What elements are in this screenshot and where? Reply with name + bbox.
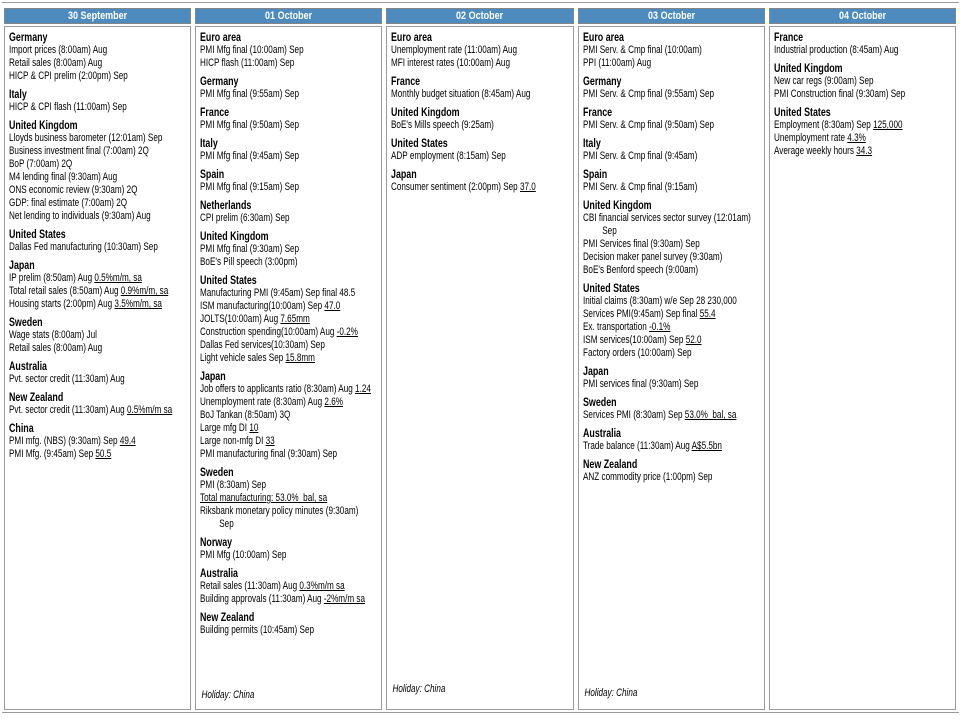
event-line	[391, 44, 572, 57]
event-value-underlined: 10	[249, 422, 259, 434]
country-heading: Netherlands	[200, 198, 252, 212]
event-line	[9, 210, 190, 223]
event-value-underlined: 2.6%	[324, 396, 344, 408]
event-text: PMI mfg. (NBS) (9:30am) Sep	[9, 435, 120, 447]
event-line	[200, 44, 381, 57]
event-line	[583, 308, 764, 321]
event-text: Building approvals (11:30am) Aug	[200, 593, 325, 605]
country-heading: United States	[582, 281, 640, 295]
event-text: Total retail sales (8:50am) Aug	[9, 285, 121, 297]
country-heading: France	[200, 105, 230, 119]
country-heading: Japan	[391, 167, 418, 181]
event-line	[583, 334, 764, 347]
event-line	[200, 181, 381, 194]
event-line	[200, 422, 381, 435]
bottom-rule	[2, 712, 959, 713]
day-cell-content	[200, 31, 381, 709]
event-value-underlined: Total manufacturing: 53.0% bal, sa	[200, 492, 328, 504]
event-line	[583, 119, 764, 132]
event-text: Dallas Fed services(10:30am) Sep	[200, 339, 326, 351]
event-line	[774, 119, 955, 132]
event-value-underlined: 0.5%m/m sa	[126, 404, 173, 416]
event-text: M4 lending final (9:30am) Aug	[9, 171, 118, 183]
day-cell	[769, 26, 956, 710]
event-text: Light vehicle sales Sep	[200, 352, 286, 364]
country-heading: New Zealand	[9, 390, 64, 404]
event-line	[583, 347, 764, 360]
event-text: Manufacturing PMI (9:45am) Sep final 48.5	[200, 287, 356, 299]
event-value-underlined: 1.24	[355, 383, 372, 395]
event-text: HICP flash (11:00am) Sep	[200, 57, 295, 69]
event-line	[583, 88, 764, 101]
event-text: Monthly budget situation (8:45am) Aug	[391, 88, 531, 100]
event-line	[200, 119, 381, 132]
event-text: ONS economic review (9:30am) 2Q	[9, 184, 138, 196]
event-line	[583, 321, 764, 334]
event-text: HICP & CPI flash (11:00am) Sep	[9, 101, 127, 113]
event-text: Net lending to individuals (9:30am) Aug	[9, 210, 151, 222]
event-text: PMI (8:30am) Sep	[200, 479, 267, 491]
country-heading: France	[582, 105, 612, 119]
event-text: Factory orders (10:00am) Sep	[582, 347, 692, 359]
event-value-underlined: 0.5%m/m, sa	[94, 272, 142, 284]
event-text: BoP (7:00am) 2Q	[9, 158, 73, 170]
event-text: Ex. transportation	[582, 321, 649, 333]
event-line	[200, 624, 381, 637]
event-text: PMI Mfg. (9:45am) Sep	[9, 448, 96, 460]
country-heading: Sweden	[200, 465, 234, 479]
event-text: Dallas Fed manufacturing (10:30am) Sep	[9, 241, 158, 253]
day-cell-content	[583, 31, 764, 709]
event-text: Business investment final (7:00am) 2Q	[9, 145, 149, 157]
event-text: Services PMI(9:45am) Sep final	[582, 308, 700, 320]
event-line	[9, 70, 190, 83]
event-value-underlined: 4.3%	[847, 132, 866, 144]
event-line	[200, 518, 381, 531]
event-text: PMI manufacturing final (9:30am) Sep	[200, 448, 338, 460]
event-text: PMI services final (9:30am) Sep	[582, 378, 698, 390]
country-heading: New Zealand	[200, 610, 255, 624]
event-text: Trade balance (11:30am) Aug	[582, 440, 692, 452]
day-cell	[578, 26, 765, 710]
event-text: Housing starts (2:00pm) Aug	[9, 298, 115, 310]
country-heading: Australia	[9, 359, 48, 373]
country-heading: France	[773, 30, 803, 44]
country-heading: United Kingdom	[582, 198, 652, 212]
event-line	[9, 342, 190, 355]
date-label: 01 October	[265, 10, 313, 22]
event-text: ISM services(10:00am) Sep	[582, 334, 686, 346]
event-line	[200, 383, 381, 396]
column-header	[195, 8, 382, 24]
event-value-underlined: 53.0% bal, sa	[684, 409, 736, 421]
event-line	[200, 580, 381, 593]
event-value-underlined: A$5.5bn	[691, 440, 722, 452]
event-value-underlined: 52.0	[685, 334, 702, 346]
event-value-underlined: 34.3	[856, 145, 872, 157]
event-line	[200, 287, 381, 300]
event-line	[774, 132, 955, 145]
event-line	[9, 435, 190, 448]
holiday-note: Holiday: China	[201, 689, 255, 701]
event-text: PMI Mfg final (9:45am) Sep	[200, 150, 300, 162]
event-line	[391, 181, 572, 194]
event-line	[200, 212, 381, 225]
day-cell-content	[391, 31, 572, 709]
country-heading: United Kingdom	[391, 105, 460, 119]
event-text: Large mfg DI	[200, 422, 250, 434]
event-line	[200, 593, 381, 606]
day-cell-content	[9, 31, 190, 709]
calendar-column	[769, 8, 956, 710]
country-heading: Australia	[200, 566, 239, 580]
event-text: ADP employment (8:15am) Sep	[391, 150, 507, 162]
event-line	[774, 75, 955, 88]
country-heading: Japan	[9, 258, 35, 272]
event-text: IP prelim (8:50am) Aug	[9, 272, 95, 284]
event-text: Lloyds business barometer (12:01am) Sep	[9, 132, 163, 144]
day-cell	[195, 26, 382, 710]
event-text: PMI Serv. & Cmp final (9:50am) Sep	[582, 119, 714, 131]
calendar-column	[386, 8, 573, 710]
event-text: PMI Construction final (9:30am) Sep	[773, 88, 906, 100]
event-value-underlined: 125,000	[872, 119, 903, 131]
event-text: PMI Mfg final (9:30am) Sep	[200, 243, 300, 255]
country-heading: Spain	[200, 167, 225, 181]
event-line	[200, 313, 381, 326]
event-text: Average weekly hours	[773, 145, 857, 157]
event-value-underlined: 3.5%m/m, sa	[114, 298, 162, 310]
event-line	[774, 145, 955, 158]
event-text: ISM manufacturing(10:00am) Sep	[200, 300, 325, 312]
event-line	[200, 435, 381, 448]
event-text: PMI Mfg (10:00am) Sep	[200, 549, 287, 561]
event-line	[583, 295, 764, 308]
event-line	[9, 132, 190, 145]
country-heading: Euro area	[391, 30, 433, 44]
event-line	[583, 440, 764, 453]
event-line	[9, 184, 190, 197]
event-text: Job offers to applicants ratio (8:30am) Aug	[200, 383, 356, 395]
event-text: BoE's Benford speech (9:00am)	[582, 264, 698, 276]
column-header	[578, 8, 765, 24]
event-line	[391, 150, 572, 163]
event-text: PMI Mfg final (10:00am) Sep	[200, 44, 304, 56]
event-line	[9, 158, 190, 171]
event-text: Initial claims (8:30am) w/e Sep 28 230,000	[582, 295, 737, 307]
event-line	[200, 396, 381, 409]
event-text: PMI Mfg final (9:15am) Sep	[200, 181, 300, 193]
country-heading: Spain	[582, 167, 607, 181]
event-text: Unemployment rate	[773, 132, 848, 144]
event-line	[200, 57, 381, 70]
event-value-underlined: 33	[265, 435, 275, 447]
event-value-underlined: 47.0	[324, 300, 341, 312]
event-line	[9, 404, 190, 417]
event-text: Riksbank monetary policy minutes (9:30am)	[200, 505, 359, 517]
event-text: PMI Serv. & Cmp final (9:55am) Sep	[582, 88, 714, 100]
date-label: 02 October	[456, 10, 504, 22]
event-line	[391, 88, 572, 101]
holiday-note: Holiday: China	[584, 687, 638, 699]
country-heading: Norway	[200, 535, 233, 549]
event-value-underlined: 7.65mm	[280, 313, 311, 325]
event-value-underlined: -0.1%	[648, 321, 670, 333]
event-text: Sep	[601, 225, 617, 237]
event-text: BoJ Tankan (8:50am) 3Q	[200, 409, 291, 421]
event-line	[583, 181, 764, 194]
event-line	[200, 150, 381, 163]
event-text: Sep	[219, 518, 234, 530]
country-heading: United States	[9, 227, 66, 241]
country-heading: Italy	[582, 136, 601, 150]
country-heading: United States	[391, 136, 449, 150]
country-heading: Germany	[200, 74, 239, 88]
country-heading: New Zealand	[582, 457, 637, 471]
top-rule	[2, 2, 959, 3]
event-text: MFI interest rates (10:00am) Aug	[391, 57, 511, 69]
date-label: 30 September	[68, 10, 128, 22]
event-text: Pvt. sector credit (11:30am) Aug	[9, 373, 125, 385]
event-line	[9, 145, 190, 158]
event-line	[583, 409, 764, 422]
event-value-underlined: 50.5	[95, 448, 112, 460]
event-line	[9, 241, 190, 254]
event-line	[200, 448, 381, 461]
calendar-column	[195, 8, 382, 710]
event-text: BoE's Mills speech (9:25am)	[391, 119, 495, 131]
event-text: PMI Serv. & Cmp final (10:00am)	[582, 44, 702, 56]
day-cell	[4, 26, 191, 710]
event-line	[9, 285, 190, 298]
event-text: Pvt. sector credit (11:30am) Aug	[9, 404, 127, 416]
event-line	[774, 88, 955, 101]
event-line	[583, 238, 764, 251]
event-line	[583, 264, 764, 277]
country-heading: Germany	[9, 30, 48, 44]
country-heading: United Kingdom	[773, 61, 843, 75]
country-heading: United Kingdom	[9, 118, 78, 132]
event-line	[200, 549, 381, 562]
event-line	[9, 329, 190, 342]
event-text: ANZ commodity price (1:00pm) Sep	[582, 471, 712, 483]
event-line	[583, 471, 764, 484]
event-line	[9, 448, 190, 461]
event-text: Unemployment rate (11:00am) Aug	[391, 44, 518, 56]
event-text: New car regs (9:00am) Sep	[773, 75, 874, 87]
country-heading: Sweden	[582, 395, 617, 409]
event-text: Services PMI (8:30am) Sep	[582, 409, 685, 421]
event-text: PMI Services final (9:30am) Sep	[582, 238, 700, 250]
event-line	[583, 57, 764, 70]
country-heading: Italy	[200, 136, 218, 150]
calendar-columns	[4, 8, 956, 710]
event-line	[200, 505, 381, 518]
country-heading: United States	[773, 105, 831, 119]
event-line	[200, 300, 381, 313]
event-line	[583, 150, 764, 163]
event-line	[583, 225, 764, 238]
event-text: Retail sales (8:00am) Aug	[9, 342, 103, 354]
event-value-underlined: 55.4	[699, 308, 716, 320]
event-line	[200, 479, 381, 492]
country-heading: United Kingdom	[200, 229, 269, 243]
event-text: Retail sales (8:00am) Aug	[9, 57, 103, 69]
event-line	[200, 256, 381, 269]
event-text: Wage stats (8:00am) Jul	[9, 329, 97, 341]
event-text: Consumer sentiment (2:00pm) Sep	[391, 181, 521, 193]
event-value-underlined: 49.4	[119, 435, 136, 447]
country-heading: Australia	[582, 426, 621, 440]
event-line	[200, 326, 381, 339]
event-line	[9, 171, 190, 184]
country-heading: China	[9, 421, 34, 435]
event-text: PPI (11:00am) Aug	[582, 57, 651, 69]
event-text: Employment (8:30am) Sep	[773, 119, 873, 131]
event-line	[583, 251, 764, 264]
event-line	[200, 243, 381, 256]
event-line	[9, 101, 190, 114]
event-line	[583, 44, 764, 57]
day-cell-content	[774, 31, 955, 709]
event-value-underlined: 0.9%m/m, sa	[120, 285, 169, 297]
event-line	[9, 272, 190, 285]
calendar-column	[578, 8, 765, 710]
event-text: PMI Serv. & Cmp final (9:15am)	[582, 181, 697, 193]
event-line	[200, 492, 381, 505]
event-text: GDP: final estimate (7:00am) 2Q	[9, 197, 128, 209]
event-text: CPI prelim (6:30am) Sep	[200, 212, 290, 224]
event-text: PMI Serv. & Cmp final (9:45am)	[582, 150, 697, 162]
event-text: Building permits (10:45am) Sep	[200, 624, 315, 636]
event-line	[200, 352, 381, 365]
event-line	[583, 378, 764, 391]
event-line	[583, 212, 764, 225]
event-value-underlined: 0.3%m/m sa	[299, 580, 345, 592]
country-heading: Sweden	[9, 315, 43, 329]
country-heading: United States	[200, 273, 257, 287]
event-value-underlined: -2%m/m sa	[324, 593, 366, 605]
country-heading: Euro area	[582, 30, 624, 44]
event-line	[9, 44, 190, 57]
country-heading: Japan	[200, 369, 226, 383]
event-text: PMI Mfg final (9:55am) Sep	[200, 88, 300, 100]
event-text: HICP & CPI prelim (2:00pm) Sep	[9, 70, 128, 82]
event-line	[9, 373, 190, 386]
column-header	[769, 8, 956, 24]
event-value-underlined: 15.8mm	[285, 352, 316, 364]
event-text: BoE's Pill speech (3:00pm)	[200, 256, 298, 268]
event-line	[200, 339, 381, 352]
event-text: CBI financial services sector survey (12:01am)	[582, 212, 751, 224]
day-cell	[386, 26, 573, 710]
event-line	[9, 197, 190, 210]
country-heading: France	[391, 74, 421, 88]
calendar-column	[4, 8, 191, 710]
event-text: Industrial production (8:45am) Aug	[773, 44, 899, 56]
country-heading: Euro area	[200, 30, 242, 44]
event-line	[9, 57, 190, 70]
event-text: PMI Mfg final (9:50am) Sep	[200, 119, 300, 131]
date-label: 03 October	[647, 10, 695, 22]
event-text: Unemployment rate (8:30am) Aug	[200, 396, 325, 408]
event-line	[200, 88, 381, 101]
event-text: Construction spending(10:00am) Aug	[200, 326, 337, 338]
event-value-underlined: 37.0	[520, 181, 537, 193]
country-heading: Italy	[9, 87, 27, 101]
event-line	[200, 409, 381, 422]
event-line	[391, 119, 572, 132]
event-line	[9, 298, 190, 311]
event-text: Import prices (8:00am) Aug	[9, 44, 108, 56]
event-line	[391, 57, 572, 70]
event-text: Decision maker panel survey (9:30am)	[582, 251, 722, 263]
event-text: JOLTS(10:00am) Aug	[200, 313, 281, 325]
event-value-underlined: -0.2%	[336, 326, 359, 338]
event-text: Retail sales (11:30am) Aug	[200, 580, 300, 592]
column-header	[4, 8, 191, 24]
holiday-note: Holiday: China	[392, 683, 446, 695]
date-label: 04 October	[838, 10, 886, 22]
event-line	[774, 44, 955, 57]
event-text: Large non-mfg DI	[200, 435, 266, 447]
column-header	[386, 8, 573, 24]
country-heading: Japan	[582, 364, 609, 378]
country-heading: Germany	[582, 74, 622, 88]
